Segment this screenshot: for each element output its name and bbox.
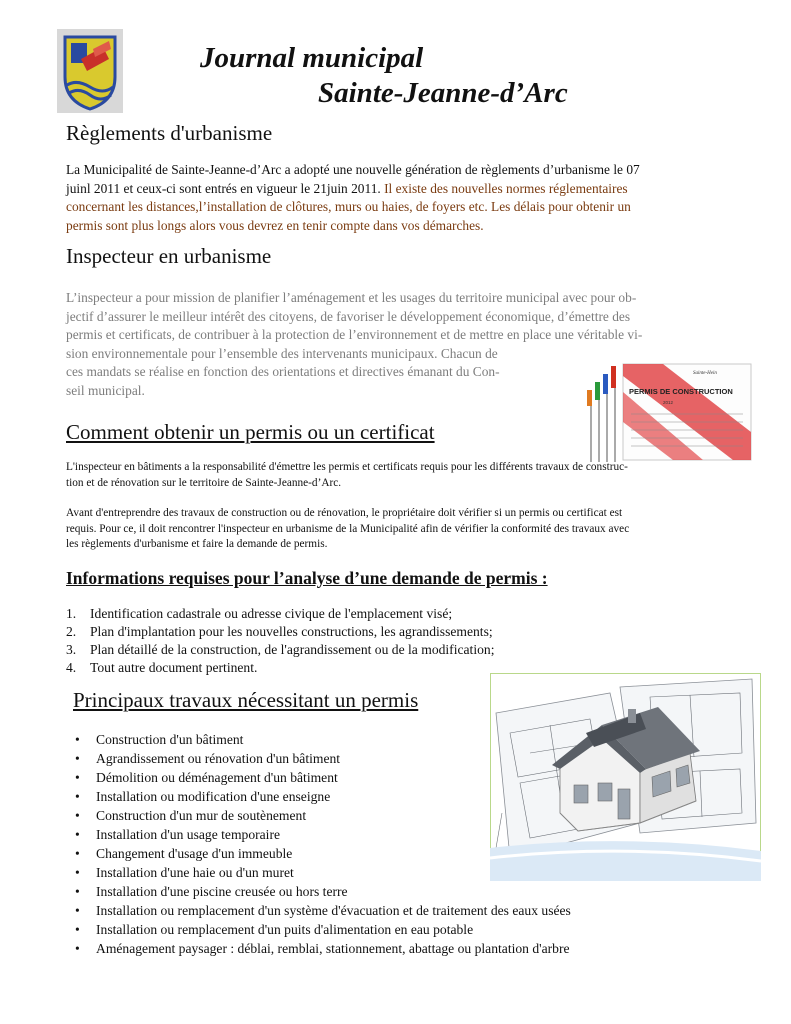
text-line: La Municipalité de Sainte-Jeanne-d’Arc a adopté une nouvelle génération de règlements d’urbanisme le 07 [66, 162, 640, 177]
bullet-icon: • [75, 865, 80, 880]
house-blueprint-image [490, 673, 761, 881]
bullet-icon: • [75, 827, 80, 842]
text-line: concernant les distances,l’installation de clôtures, murs ou haies, de foyers etc. Les délais pour obtenir un [66, 199, 631, 214]
text-line: tion et de rénovation sur le territoire de Sainte-Jeanne-d’Arc. [66, 476, 342, 489]
text-line: requis. Pour ce, il doit rencontrer l'inspecteur en urbanisme de la Municipalité afin de vérifier la conformité des travaux avec [66, 522, 630, 535]
list-number: 2. [66, 624, 77, 639]
inspecteur-paragraph [66, 289, 642, 400]
list-item [66, 641, 494, 659]
journal-title: Journal municipal [200, 42, 424, 74]
text-line: seil municipal. [66, 382, 145, 398]
bullet-icon: • [75, 808, 80, 823]
list-text: Tout autre document pertinent. [90, 660, 258, 675]
reglements-paragraph [66, 161, 736, 235]
section-heading-inspecteur: Inspecteur en urbanisme [66, 244, 272, 268]
requirements-list [66, 605, 494, 677]
permit-header-text: PERMIS DE CONSTRUCTION [629, 387, 733, 396]
text-line: L’inspecteur a pour mission de planifier l’aménagement et les usages du territoire municipal avec pour ob- [66, 290, 637, 305]
list-text: Installation d'un usage temporaire [96, 827, 281, 842]
text-segment: juinl 2011 et ceux-ci sont entrés en vigueur le 21juin 2011. [66, 180, 381, 196]
bullet-icon: • [75, 903, 80, 918]
bullet-icon: • [75, 922, 80, 937]
list-text: Installation ou modification d'une enseigne [96, 789, 331, 804]
section-heading-reglements: Règlements d'urbanisme [66, 121, 273, 145]
list-item [66, 920, 571, 939]
text-line: Avant d'entreprendre des travaux de construction ou de rénovation, le propriétaire doit vérifier si un permis ou certificat est [66, 507, 623, 519]
list-number: 4. [66, 660, 77, 675]
construction-permit-image [583, 362, 753, 462]
section-heading-travaux: Principaux travaux nécessitant un permis [73, 688, 419, 712]
bullet-icon: • [75, 732, 80, 747]
list-text: Construction d'un bâtiment [96, 732, 244, 747]
permit-municipality-text: Sainte-Hein [693, 371, 717, 376]
permis-paragraph-2 [66, 506, 629, 553]
bullet-icon: • [75, 770, 80, 785]
list-text: Construction d'un mur de soutènement [96, 808, 307, 823]
text-line: L'inspecteur en bâtiments a la responsabilité d'émettre les permis et certificats requis pour les différents travaux de construc- [66, 461, 628, 473]
list-text: Installation ou remplacement d'un système d'évacuation et de traitement des eaux usées [96, 903, 571, 918]
list-item [66, 623, 494, 641]
municipal-logo [57, 29, 123, 113]
municipality-title: Sainte-Jeanne-d’Arc [318, 77, 568, 109]
bullet-icon: • [75, 846, 80, 861]
section-heading-informations: Informations requises pour l’analyse d’une demande de permis : [66, 568, 548, 588]
list-text: Installation ou remplacement d'un puits d'alimentation en eau potable [96, 922, 474, 937]
text-line: les règlements d'urbanisme et faire la demande de permis. [66, 538, 328, 551]
list-text: Aménagement paysager : déblai, remblai, stationnement, abattage ou plantation d'arbre [96, 941, 570, 956]
list-text: Plan d'implantation pour les nouvelles constructions, les agrandissements; [90, 624, 493, 639]
text-line: permis sont plus longs alors vous devrez en tenir compte dans vos démarches. [66, 217, 484, 233]
list-item [66, 901, 571, 920]
list-item [66, 939, 571, 958]
list-item [66, 659, 494, 677]
list-text: Démolition ou déménagement d'un bâtiment [96, 770, 338, 785]
list-number: 3. [66, 642, 77, 657]
list-number: 1. [66, 606, 77, 621]
text-line [66, 180, 736, 199]
bullet-icon: • [75, 941, 80, 956]
list-text: Plan détaillé de la construction, de l'agrandissement ou de la modification; [90, 642, 495, 657]
list-text: Installation d'une piscine creusée ou hors terre [96, 884, 348, 899]
bullet-icon: • [75, 884, 80, 899]
list-text: Agrandissement ou rénovation d'un bâtiment [96, 751, 341, 766]
list-item [66, 605, 494, 623]
permit-year-text: 2012 [663, 400, 674, 405]
list-text: Changement d'usage d'un immeuble [96, 846, 293, 861]
bullet-icon: • [75, 789, 80, 804]
list-text: Identification cadastrale ou adresse civique de l'emplacement visé; [90, 606, 453, 621]
text-line: permis et certificats, de contribuer à la protection de l’environnement et de mettre en place une véritable vi- [66, 327, 643, 342]
text-line: jectif d’assurer le meilleur intérêt des citoyens, de favoriser le développement économique, d’émettre des [66, 308, 631, 324]
section-heading-permis: Comment obtenir un permis ou un certificat [66, 420, 435, 444]
list-text: Installation d'une haie ou d'un muret [96, 865, 294, 880]
bullet-icon: • [75, 751, 80, 766]
text-line: sion environnementale pour l’ensemble des intervenants municipaux. Chacun de [66, 345, 498, 361]
text-segment: Il existe des nouvelles normes réglementaires [380, 180, 628, 196]
text-line: ces mandats se réalise en fonction des orientations et directives émanant du Con- [66, 364, 500, 379]
permis-paragraph-1 [66, 460, 628, 491]
list-item [66, 882, 571, 901]
